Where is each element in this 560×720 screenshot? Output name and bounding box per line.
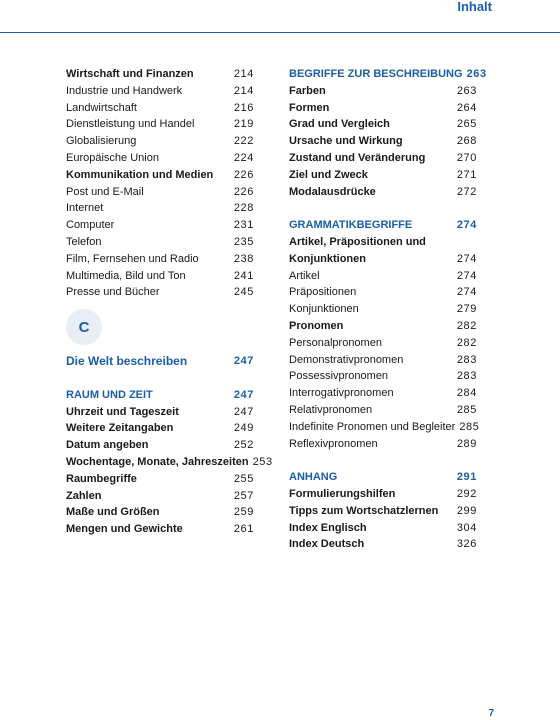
toc-entry[interactable] bbox=[66, 150, 254, 167]
section-letter-badge bbox=[66, 309, 102, 345]
toc-entry-page: 226 bbox=[233, 168, 254, 181]
toc-entry[interactable] bbox=[66, 284, 254, 301]
toc-entry[interactable] bbox=[66, 116, 254, 133]
toc-entry-label: Konjunktionen bbox=[289, 303, 359, 316]
toc-section-heading[interactable] bbox=[66, 387, 254, 404]
toc-entry-label: Uhrzeit und Tageszeit bbox=[66, 405, 179, 418]
toc-section-label: GRAMMATIKBEGRIFFE bbox=[289, 219, 413, 232]
toc-entry-page: 238 bbox=[233, 252, 254, 265]
toc-entry-label: Indefinite Pronomen und Begleiter bbox=[289, 420, 456, 433]
toc-chapter-label: Die Welt beschreiben bbox=[66, 354, 188, 369]
toc-entry-page: 274 bbox=[456, 286, 477, 299]
page-section-title: Inhalt bbox=[457, 0, 492, 14]
toc-entry[interactable] bbox=[289, 234, 477, 268]
toc-entry-label: Kommunikation und Medien bbox=[66, 168, 214, 181]
toc-entry[interactable] bbox=[66, 100, 254, 117]
toc-entry-page: 257 bbox=[233, 489, 254, 502]
toc-entry-page: 299 bbox=[456, 504, 477, 517]
spacer bbox=[66, 370, 254, 387]
toc-entry[interactable] bbox=[66, 504, 254, 521]
toc-entry-label: Mengen und Gewichte bbox=[66, 523, 183, 536]
toc-entry[interactable] bbox=[289, 402, 477, 419]
toc-group bbox=[289, 268, 480, 453]
toc-entry[interactable] bbox=[289, 268, 477, 285]
toc-entry-label: Formen bbox=[289, 101, 330, 114]
toc-group bbox=[289, 486, 477, 503]
toc-entry-label: Post und E-Mail bbox=[66, 185, 144, 198]
toc-entry[interactable] bbox=[66, 133, 254, 150]
header-divider bbox=[0, 32, 560, 33]
toc-entry-page: 235 bbox=[233, 235, 254, 248]
toc-entry-label: Reflexivpronomen bbox=[289, 437, 378, 450]
toc-section-label: ANHANG bbox=[289, 471, 338, 484]
toc-section-heading[interactable] bbox=[289, 217, 477, 234]
toc-entry[interactable] bbox=[66, 217, 254, 234]
toc-entry[interactable] bbox=[66, 234, 254, 251]
toc-entry-label: Landwirtschaft bbox=[66, 101, 137, 114]
toc-entry[interactable] bbox=[289, 116, 477, 133]
toc-entry[interactable] bbox=[289, 536, 477, 553]
toc-entry[interactable] bbox=[66, 66, 254, 83]
toc-entry-label: Pronomen bbox=[289, 319, 344, 332]
toc-chapter-page: 247 bbox=[233, 355, 254, 368]
toc-entry-page: 231 bbox=[233, 219, 254, 232]
toc-entry[interactable] bbox=[289, 133, 477, 150]
toc-entry[interactable] bbox=[66, 251, 254, 268]
toc-entry[interactable] bbox=[289, 184, 477, 201]
toc-entry-page: 285 bbox=[459, 420, 480, 433]
toc-entry-label: Interrogativpronomen bbox=[289, 387, 394, 400]
toc-section-page: 291 bbox=[456, 471, 477, 484]
toc-entry-page: 268 bbox=[456, 135, 477, 148]
toc-entry-label: Artikel, Präpositionen und Konjunktionen bbox=[289, 235, 426, 265]
toc-entry-page: 253 bbox=[252, 455, 273, 468]
toc-entry-page: 252 bbox=[233, 439, 254, 452]
toc-entry-page: 245 bbox=[233, 286, 254, 299]
toc-entry-page: 265 bbox=[456, 118, 477, 131]
toc-entry-label: Raumbegriffe bbox=[66, 472, 137, 485]
toc-entry-label: Film, Fernsehen und Radio bbox=[66, 252, 199, 265]
toc-entry[interactable] bbox=[289, 419, 480, 436]
toc-entry-label: Präpositionen bbox=[289, 286, 357, 299]
toc-entry-page: 228 bbox=[233, 202, 254, 215]
toc-entry-page: 249 bbox=[233, 422, 254, 435]
toc-entry-label: Tipps zum Wortschatzlernen bbox=[289, 504, 439, 517]
toc-entry[interactable] bbox=[66, 200, 254, 217]
toc-entry[interactable] bbox=[289, 335, 477, 352]
toc-entry-page: 274 bbox=[456, 269, 477, 282]
toc-entry-label: Internet bbox=[66, 202, 104, 215]
toc-entry-label: Telefon bbox=[66, 235, 102, 248]
toc-entry-label: Globalisierung bbox=[66, 135, 137, 148]
toc-group bbox=[66, 404, 273, 538]
toc-entry-page: 263 bbox=[456, 84, 477, 97]
toc-entry-page: 264 bbox=[456, 101, 477, 114]
toc-entry-page: 247 bbox=[233, 405, 254, 418]
toc-entry[interactable] bbox=[289, 301, 477, 318]
toc-group bbox=[289, 520, 477, 554]
toc-entry[interactable] bbox=[66, 521, 254, 538]
toc-section-page: 247 bbox=[233, 388, 254, 401]
toc-left-column bbox=[66, 66, 273, 538]
toc-entry-page: 274 bbox=[456, 252, 477, 265]
toc-entry-page: 261 bbox=[233, 523, 254, 536]
toc-entry-page: 304 bbox=[456, 521, 477, 534]
toc-entry-page: 259 bbox=[233, 506, 254, 519]
toc-entry-label: Ziel und Zweck bbox=[289, 168, 368, 181]
toc-entry-page: 284 bbox=[456, 387, 477, 400]
toc-entry-label: Index Deutsch bbox=[289, 538, 365, 551]
toc-entry[interactable] bbox=[66, 404, 254, 421]
toc-entry-page: 283 bbox=[456, 353, 477, 366]
toc-entry[interactable] bbox=[66, 83, 254, 100]
toc-group bbox=[289, 83, 477, 201]
toc-entry-label: Dienstleistung und Handel bbox=[66, 118, 195, 131]
toc-entry-label: Formulierungshilfen bbox=[289, 487, 396, 500]
toc-entry-page: 219 bbox=[233, 118, 254, 131]
toc-entry-page: 289 bbox=[456, 437, 477, 450]
toc-entry-label: Relativpronomen bbox=[289, 403, 373, 416]
toc-entry-page: 255 bbox=[233, 472, 254, 485]
toc-entry-page: 241 bbox=[233, 269, 254, 282]
toc-right-column bbox=[289, 66, 487, 553]
toc-entry-page: 222 bbox=[233, 135, 254, 148]
toc-group bbox=[66, 66, 254, 301]
toc-entry[interactable] bbox=[66, 420, 254, 437]
toc-entry[interactable] bbox=[66, 167, 254, 184]
toc-section-label: BEGRIFFE ZUR BESCHREIBUNG bbox=[289, 68, 463, 80]
toc-entry-page: 216 bbox=[233, 101, 254, 114]
toc-entry[interactable] bbox=[289, 368, 477, 385]
toc-entry[interactable] bbox=[66, 184, 254, 201]
toc-entry[interactable] bbox=[66, 454, 273, 471]
toc-section-heading[interactable] bbox=[289, 469, 477, 486]
toc-entry[interactable] bbox=[289, 436, 477, 453]
toc-entry-page: 283 bbox=[456, 370, 477, 383]
toc-entry-page: 326 bbox=[456, 538, 477, 551]
toc-entry-label: Personalpronomen bbox=[289, 336, 382, 349]
toc-entry-label: Industrie und Handwerk bbox=[66, 84, 183, 97]
toc-entry-label: Wochentage, Monate, Jahreszeiten bbox=[66, 455, 249, 468]
toc-entry-label: Wirtschaft und Finanzen bbox=[66, 68, 194, 80]
toc-entry[interactable] bbox=[289, 318, 477, 335]
toc-entry-label: Multimedia, Bild und Ton bbox=[66, 269, 186, 282]
toc-entry-label: Presse und Bücher bbox=[66, 286, 160, 299]
page-number: 7 bbox=[488, 708, 494, 719]
toc-chapter-heading[interactable] bbox=[66, 353, 254, 370]
toc-entry[interactable] bbox=[66, 437, 254, 454]
toc-entry-page: 285 bbox=[456, 403, 477, 416]
toc-section-label: RAUM UND ZEIT bbox=[66, 388, 153, 401]
toc-entry-label: Datum angeben bbox=[66, 439, 149, 452]
toc-entry[interactable] bbox=[289, 352, 477, 369]
toc-entry-page: 214 bbox=[233, 68, 254, 80]
toc-entry[interactable] bbox=[289, 385, 477, 402]
toc-entry-label: Modalausdrücke bbox=[289, 185, 376, 198]
toc-entry[interactable] bbox=[289, 503, 477, 520]
spacer bbox=[289, 452, 477, 469]
toc-entry-page: 272 bbox=[456, 185, 477, 198]
toc-entry-label: Weitere Zeitangaben bbox=[66, 422, 174, 435]
toc-section-heading[interactable] bbox=[289, 66, 487, 83]
toc-entry[interactable] bbox=[66, 268, 254, 285]
toc-section-page: 274 bbox=[456, 219, 477, 232]
toc-entry-label: Maße und Größen bbox=[66, 506, 160, 519]
toc-entry-page: 292 bbox=[456, 487, 477, 500]
toc-entry[interactable] bbox=[289, 520, 477, 537]
toc-entry-label: Index Englisch bbox=[289, 521, 367, 534]
toc-entry-label: Zustand und Veränderung bbox=[289, 151, 426, 164]
toc-entry-page: 270 bbox=[456, 151, 477, 164]
toc-entry[interactable] bbox=[66, 471, 254, 488]
toc-section-page: 263 bbox=[466, 68, 487, 80]
toc-entry-page: 224 bbox=[233, 151, 254, 164]
toc-entry-label: Artikel bbox=[289, 269, 320, 282]
toc-entry[interactable] bbox=[289, 486, 477, 503]
toc-entry-label: Europäische Union bbox=[66, 151, 159, 164]
toc-entry-label: Zahlen bbox=[66, 489, 102, 502]
spacer bbox=[289, 200, 477, 217]
toc-entry[interactable] bbox=[289, 83, 477, 100]
toc-entry[interactable] bbox=[289, 150, 477, 167]
toc-entry-label: Computer bbox=[66, 219, 115, 232]
toc-entry-page: 271 bbox=[456, 168, 477, 181]
toc-entry-page: 214 bbox=[233, 84, 254, 97]
toc-entry-label: Farben bbox=[289, 84, 326, 97]
toc-entry-page: 282 bbox=[456, 319, 477, 332]
toc-entry-label: Ursache und Wirkung bbox=[289, 135, 403, 148]
section-letter: C bbox=[78, 318, 90, 336]
toc-entry[interactable] bbox=[289, 284, 477, 301]
toc-entry-page: 282 bbox=[456, 336, 477, 349]
toc-entry[interactable] bbox=[289, 167, 477, 184]
toc-entry[interactable] bbox=[66, 488, 254, 505]
toc-entry-label: Grad und Vergleich bbox=[289, 118, 390, 131]
toc-entry-label: Possessivpronomen bbox=[289, 370, 389, 383]
toc-entry-page: 226 bbox=[233, 185, 254, 198]
toc-entry-label: Demonstrativpronomen bbox=[289, 353, 404, 366]
toc-entry-page: 279 bbox=[456, 303, 477, 316]
toc-entry[interactable] bbox=[289, 100, 477, 117]
